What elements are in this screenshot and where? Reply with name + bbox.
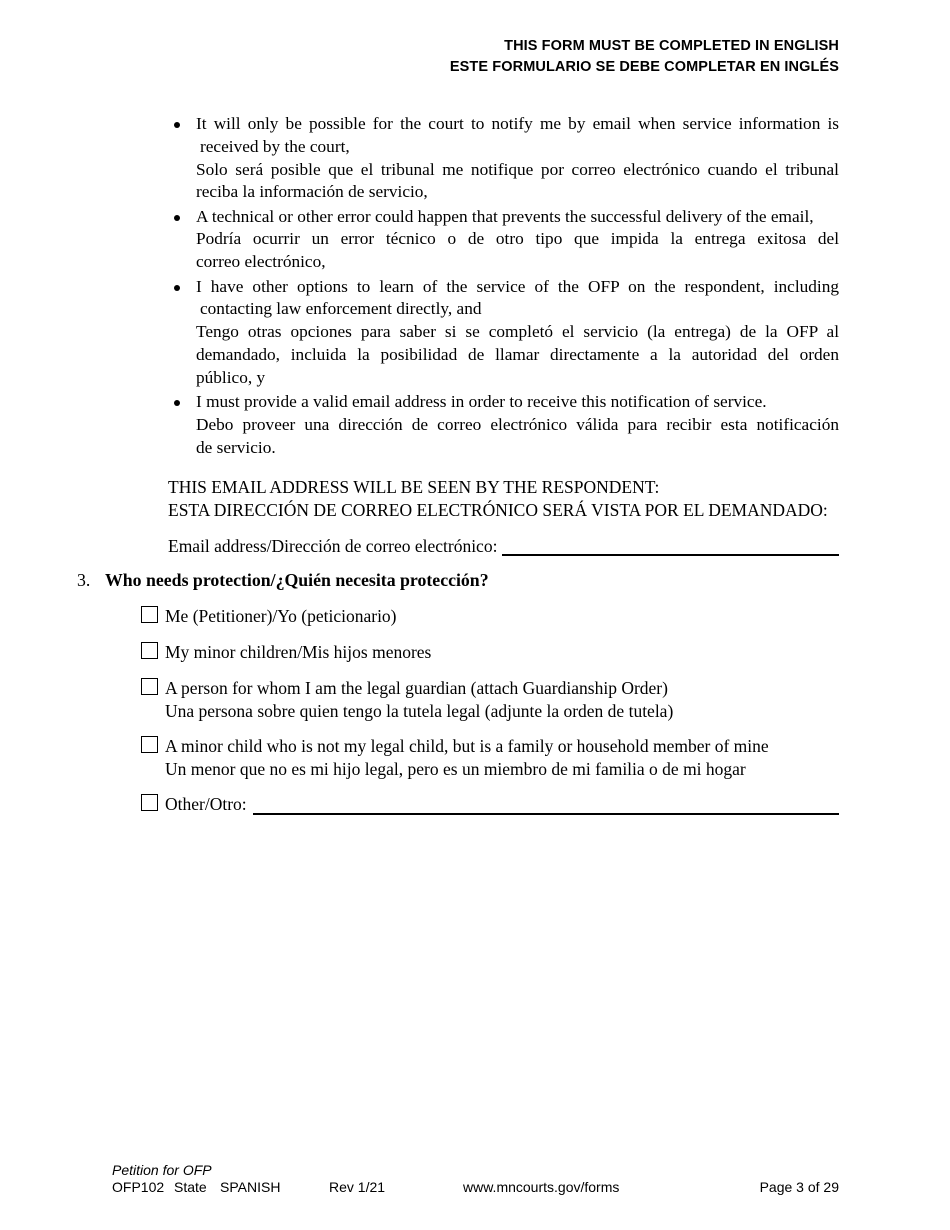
footer-form-code: OFP102 — [112, 1179, 165, 1195]
bullet-text-en: A technical or other error could happen that prevents the successful delivery of the email, — [196, 206, 814, 226]
page-footer — [112, 1162, 839, 1196]
email-input[interactable] — [502, 536, 839, 556]
other-checkbox[interactable] — [141, 794, 158, 811]
other-label: Other/Otro: — [165, 794, 247, 814]
option-label-en: A person for whom I am the legal guardian (attach Guardianship Order) — [165, 678, 668, 698]
section-title: Who needs protection/¿Quién necesita protección? — [105, 570, 489, 590]
respondent-visibility-warning — [168, 476, 828, 522]
bullet-icon — [174, 285, 180, 291]
bullet-text-en: I have other options to learn of the service of the OFP on the respondent, including — [196, 276, 839, 296]
section-heading — [77, 569, 489, 591]
bullet-text-es: Solo será posible que el tribunal me notifique por correo electrónico cuando el tribunal — [196, 159, 839, 179]
bullet-text-es: de servicio. — [196, 437, 276, 457]
option-household-minor — [141, 735, 839, 781]
email-field-label: Email address/Dirección de correo electrónico: — [168, 536, 498, 556]
header-spanish-notice: ESTE FORMULARIO SE DEBE COMPLETAR EN INGLÉS — [449, 59, 839, 75]
bullet-text-en: received by the court, — [200, 136, 350, 156]
email-address-row — [168, 535, 839, 557]
footer-revision: Rev 1/21 — [329, 1179, 386, 1195]
option-label: My minor children/Mis hijos menores — [165, 642, 432, 662]
header-english-notice: THIS FORM MUST BE COMPLETED IN ENGLISH — [504, 38, 839, 54]
warning-text-es: ESTA DIRECCIÓN DE CORREO ELECTRÓNICO SERÁ VISTA POR EL DEMANDADO: — [168, 500, 828, 520]
bullet-text-es: reciba la información de servicio, — [196, 182, 428, 202]
option-petitioner — [141, 605, 839, 628]
option-minor-children — [141, 641, 839, 664]
minor-children-checkbox[interactable] — [141, 642, 158, 659]
footer-language: SPANISH — [220, 1179, 281, 1195]
option-label-en: A minor child who is not my legal child, but is a family or household member of mine — [165, 736, 769, 756]
bullet-text-es: demandado, incluida la posibilidad de llamar directamente a la autoridad del orden — [196, 344, 839, 364]
bullet-icon — [174, 215, 180, 221]
bullet-text-es: Podría ocurrir un error técnico o de otro tipo que impida la entrega exitosa del — [196, 229, 839, 249]
bullet-text-es: Tengo otras opciones para saber si se completó el servicio (la entrega) de la OFP al — [196, 322, 839, 342]
form-header — [450, 36, 839, 78]
legal-guardian-checkbox[interactable] — [141, 678, 158, 695]
bullet-text-en: It will only be possible for the court to notify me by email when service information is — [196, 114, 839, 133]
option-label-es: Una persona sobre quien tengo la tutela legal (adjunte la orden de tutela) — [165, 701, 674, 721]
option-other — [141, 793, 839, 816]
other-input[interactable] — [253, 795, 839, 815]
list-item — [170, 391, 839, 459]
household-minor-checkbox[interactable] — [141, 736, 158, 753]
footer-website-link[interactable]: www.mncourts.gov/forms — [463, 1179, 620, 1195]
footer-info-row — [112, 1179, 839, 1196]
option-label: Me (Petitioner)/Yo (peticionario) — [165, 606, 397, 626]
bullet-text-es: público, y — [196, 367, 266, 387]
bullet-text-en: contacting law enforcement directly, and — [200, 299, 482, 319]
bullet-text-es: correo electrónico, — [196, 252, 326, 272]
warning-text-en: THIS EMAIL ADDRESS WILL BE SEEN BY THE RESPONDENT: — [168, 477, 660, 497]
petitioner-checkbox[interactable] — [141, 606, 158, 623]
service-notice-list — [170, 113, 839, 461]
list-item — [170, 206, 839, 274]
footer-form-title: Petition for OFP — [112, 1162, 212, 1178]
other-row — [165, 793, 839, 816]
footer-page-number: Page 3 of 29 — [759, 1179, 839, 1195]
list-item — [170, 276, 839, 390]
section-number: 3. — [77, 570, 91, 590]
bullet-text-es: Debo proveer una dirección de correo electrónico válida para recibir esta notificación — [196, 414, 839, 434]
option-legal-guardian — [141, 677, 839, 723]
list-item — [170, 113, 839, 204]
footer-jurisdiction: State — [174, 1179, 207, 1195]
option-label-es: Un menor que no es mi hijo legal, pero es un miembro de mi familia o de mi hogar — [165, 759, 746, 779]
bullet-icon — [174, 122, 180, 128]
bullet-text-en: I must provide a valid email address in order to receive this notification of service. — [196, 392, 767, 412]
bullet-icon — [174, 400, 180, 406]
